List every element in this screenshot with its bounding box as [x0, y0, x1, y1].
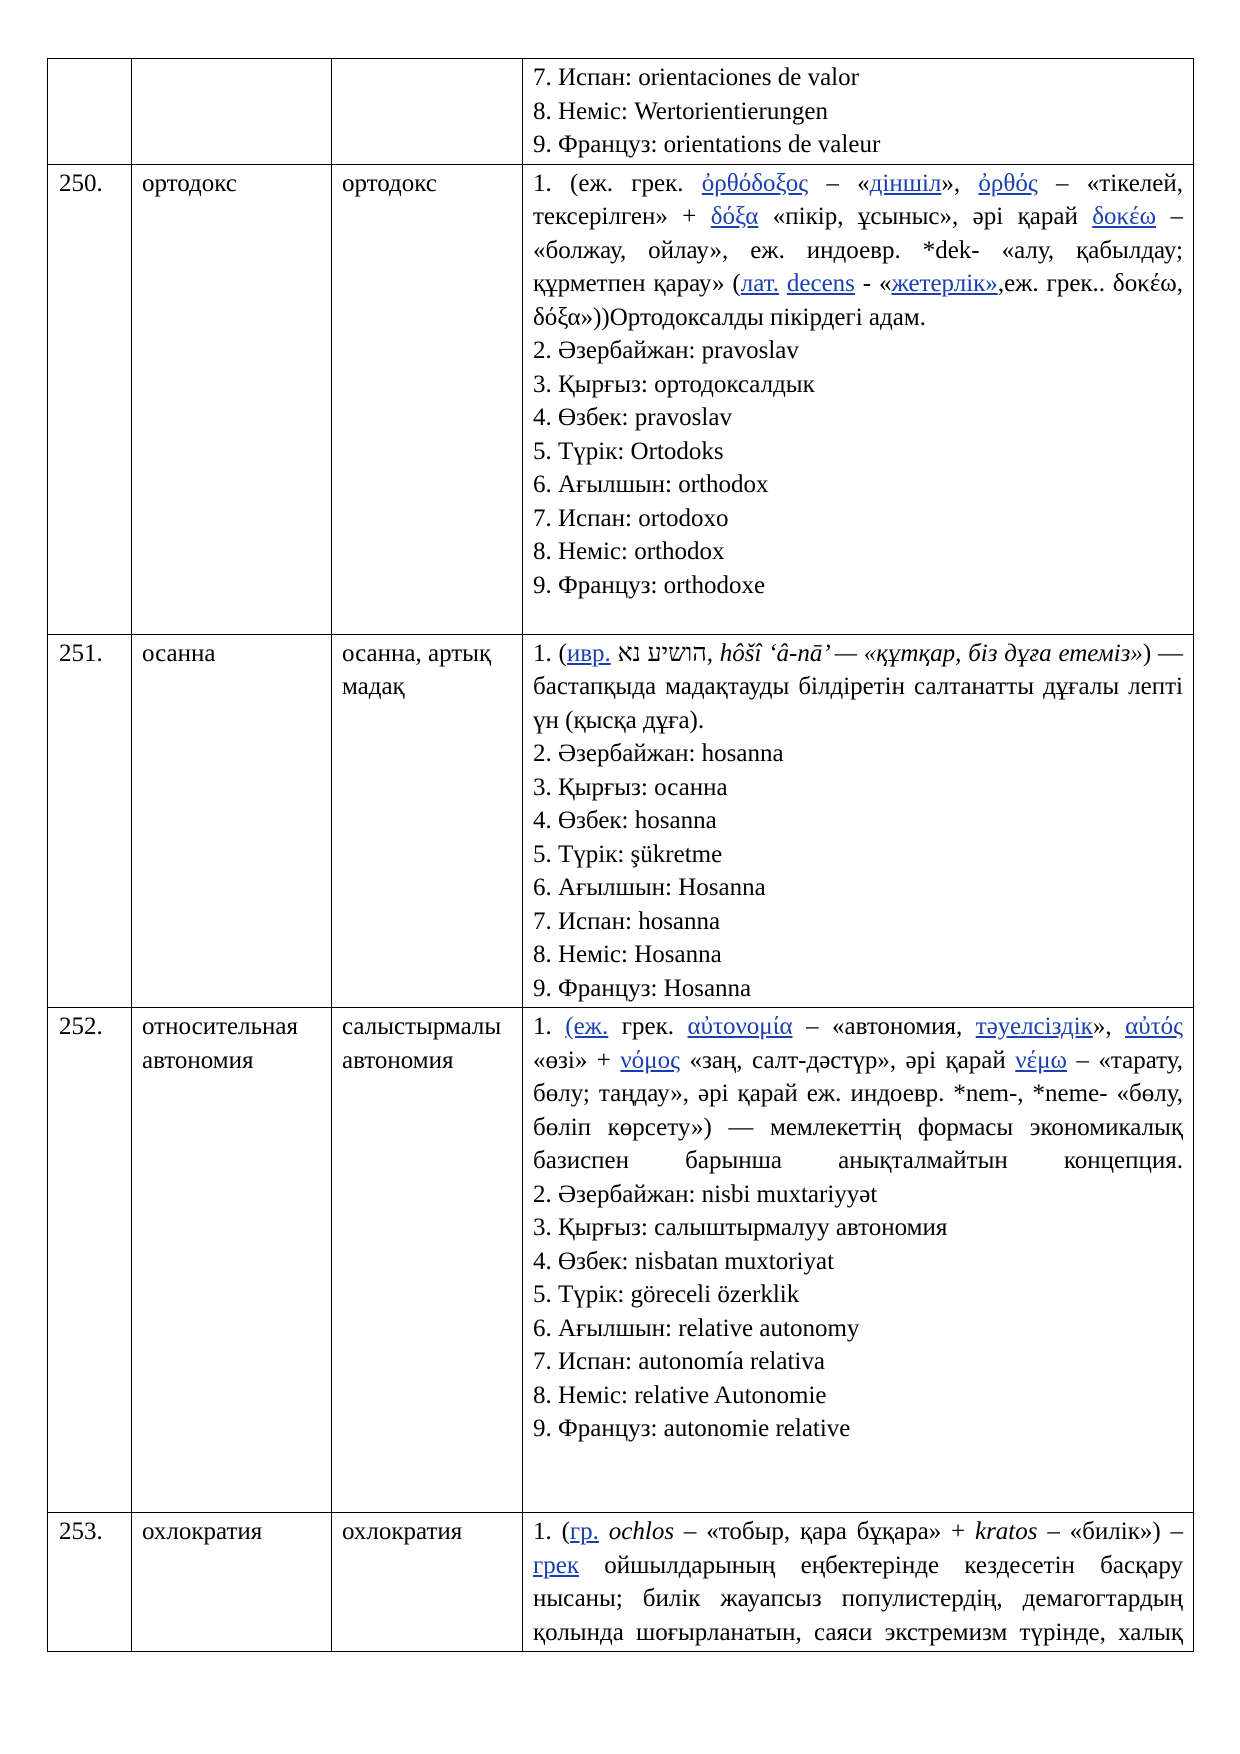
lang-line: 8. Неміс: orthodox	[533, 538, 725, 565]
etymology-link[interactable]: ὀρθόδοξος	[701, 169, 809, 197]
entry-definition	[523, 59, 1194, 165]
lang-line: 9. Француз: Hosanna	[533, 974, 752, 1002]
table-row	[48, 59, 1194, 165]
etymology-link[interactable]: νόμος	[620, 1046, 680, 1074]
entry-definition	[523, 1513, 1194, 1652]
lang-line: 8. Неміс: relative Autonomie	[533, 1381, 827, 1409]
entry-definition	[523, 1008, 1194, 1513]
lang-line: 4. Өзбек: hosanna	[533, 807, 717, 834]
lang-line: 8. Неміс: Wertorientierungen	[533, 97, 828, 125]
lang-line: 3. Қырғыз: ортодоксалдык	[533, 370, 815, 398]
entry-term: относительная автономия	[132, 1008, 332, 1513]
etymology-link[interactable]: αὐτός	[1125, 1013, 1184, 1040]
etymology-link[interactable]: decens	[786, 270, 855, 297]
lang-line: 5. Түрік: şükretme	[533, 840, 723, 868]
entry-translation: осанна, артық мадақ	[332, 634, 523, 1008]
entry-number: 250.	[48, 164, 132, 634]
entry-definition	[523, 634, 1194, 1008]
etymology-link[interactable]: ивр.	[566, 639, 611, 667]
entry-definition	[523, 164, 1194, 634]
entry-translation: ортодокс	[332, 164, 523, 634]
lang-line: 5. Түрік: Ortodoks	[533, 437, 724, 465]
entry-translation: охлократия	[332, 1513, 523, 1652]
lang-line: 3. Қырғыз: салыштырмалуу автономия	[533, 1214, 948, 1241]
lang-line: 7. Испан: hosanna	[533, 907, 721, 935]
table-row	[48, 1513, 1194, 1652]
definition-text: 1. (еж. грек. ὀρθόδοξος – «діншіл», ὀρθός – «тікелей, тексерілген» + δόξα «пікір, ұсыныс», әрі қарай δοκέω – «болжау, ойлау», еж. индоевр. *dek- «алу, қабылдау; құрметпен қарау» (лат. decens - «жетерлік»,еж. грек.. δοκέω, δόξα»))Ортодоксалды пікірдегі адам.	[533, 169, 1184, 331]
lang-line: 5. Түрік: göreceli özerklik	[533, 1281, 800, 1308]
lang-line: 7. Испан: autonomía relativa	[533, 1348, 825, 1375]
lang-line: 4. Өзбек: pravoslav	[533, 404, 732, 431]
entry-term: охлократия	[132, 1513, 332, 1652]
lang-line: 6. Ағылшын: orthodox	[533, 471, 769, 498]
etymology-link[interactable]: δοκέω	[1092, 203, 1157, 230]
lang-line: 9. Француз: autonomie relative	[533, 1415, 851, 1442]
entry-term: ортодокс	[132, 164, 332, 634]
etymology-link[interactable]: грек	[533, 1551, 579, 1579]
definition-text: 1. (еж. грек. αὐτονομία – «автономия, тәуелсіздік», αὐτός «өзі» + νόμος «заң, салт-дәстүр», әрі қарай νέμω – «тарату, бөлу; таңдау», әрі қарай еж. индоевр. *nem-, *neme- «бөлу, бөліп көрсету») — мемлекеттің формасы экономикалық базиспен барынша анықталмайтын концепция.	[533, 1013, 1184, 1174]
entry-term: осанна	[132, 634, 332, 1008]
lang-line: 6. Ағылшын: Hosanna	[533, 874, 766, 901]
lang-line: 2. Әзербайжан: hosanna	[533, 740, 784, 767]
lang-line: 9. Француз: orientations de valeur	[533, 131, 881, 158]
lang-line: 8. Неміс: Hosanna	[533, 941, 722, 968]
entry-number	[48, 59, 132, 165]
entry-number: 253.	[48, 1513, 132, 1652]
lang-line: 2. Әзербайжан: pravoslav	[533, 337, 799, 364]
lang-line: 9. Француз: orthodoxe	[533, 571, 766, 599]
entry-translation: салыстырмалы автономия	[332, 1008, 523, 1513]
glossary-table	[47, 58, 1194, 1652]
entry-number: 251.	[48, 634, 132, 1008]
etymology-link[interactable]: ὀρθός	[978, 169, 1038, 197]
table-row	[48, 164, 1194, 634]
etymology-link[interactable]: νέμω	[1015, 1046, 1067, 1074]
entry-translation	[332, 59, 523, 165]
lang-line: 2. Әзербайжан: nisbi muxtariyyət	[533, 1180, 878, 1208]
table-row	[48, 634, 1194, 1008]
table-row	[48, 1008, 1194, 1513]
etymology-link[interactable]: тәуелсіздік	[975, 1013, 1093, 1040]
lang-line: 7. Испан: ortodoxo	[533, 504, 729, 532]
definition-text: 1. (гр. ochlos – «тобыр, қара бұқара» + kratos – «билік») – грек ойшылдарының еңбектерінде кездесетін басқару нысаны; билік жауапсыз популистердің, демагогтардың қолында шоғырланатын, саяси экстремизм түрінде, халық	[533, 1518, 1184, 1646]
etymology-link[interactable]: δόξα	[710, 203, 759, 230]
etymology-link[interactable]: гр.	[569, 1518, 599, 1545]
etymology-link[interactable]: (еж.	[565, 1013, 609, 1040]
lang-line: 4. Өзбек: nisbatan muxtoriyat	[533, 1247, 835, 1275]
etymology-link[interactable]: діншіл	[869, 169, 942, 197]
lang-line: 7. Испан: orientaciones de valor	[533, 64, 859, 91]
etymology-link[interactable]: лат.	[740, 270, 779, 297]
entry-term	[132, 59, 332, 165]
lang-line: 3. Қырғыз: осанна	[533, 773, 728, 801]
entry-number: 252.	[48, 1008, 132, 1513]
definition-text: 1. (ивр. הושיע נא, hôšî ‘â-nā’ — «құтқар, біз дұға етеміз») — бастапқыда мадақтауды білдіретін салтанатты дұғалы лепті үн (қысқа дұға).	[533, 639, 1184, 734]
lang-line: 6. Ағылшын: relative autonomy	[533, 1314, 860, 1342]
etymology-link[interactable]: αὐτονομία	[687, 1013, 793, 1040]
etymology-link[interactable]: жетерлік»	[891, 270, 998, 297]
